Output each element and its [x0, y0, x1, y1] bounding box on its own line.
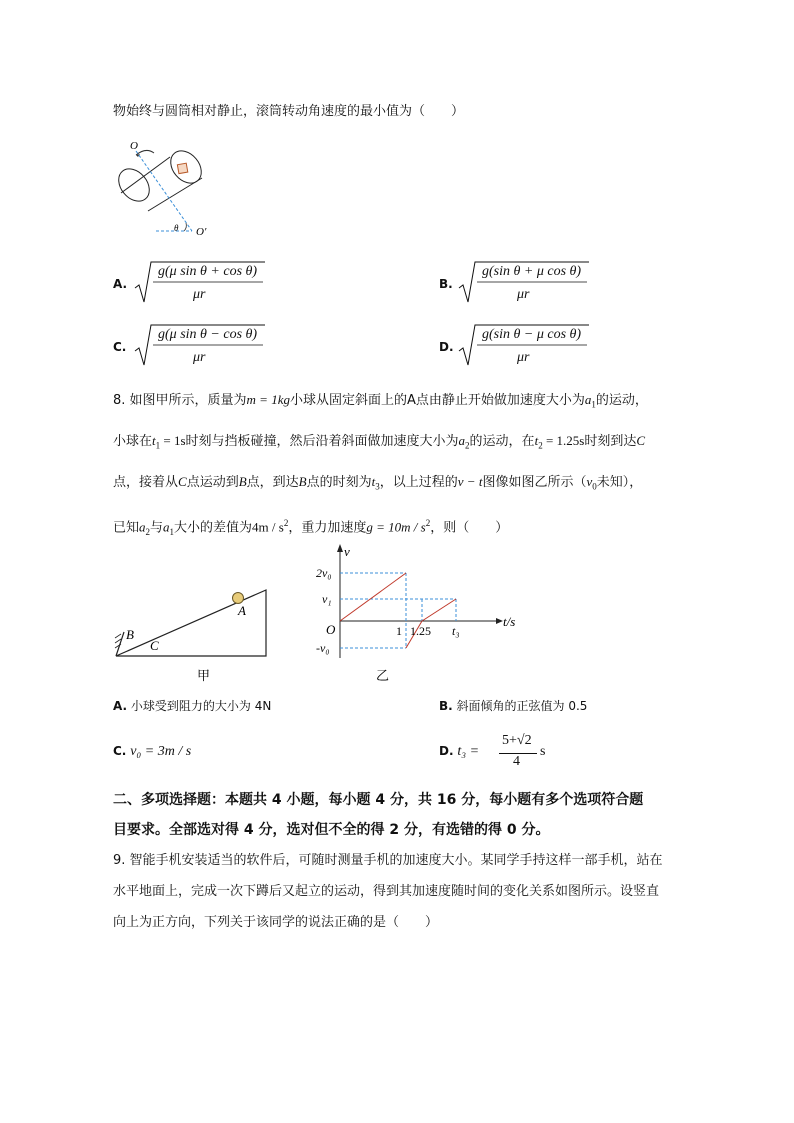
q8-yi-label-2v0: 2v₀ [316, 566, 332, 580]
q7-label-O-bottom: O′ [196, 226, 207, 238]
q8-yi-tick-1: 1 [396, 624, 402, 638]
q7-option-B-label[interactable]: B. [439, 277, 453, 291]
q8-yi-t-axis: t/s [503, 614, 516, 629]
q8-option-B[interactable]: B. 斜面倾角的正弦值为 0.5 [439, 699, 588, 713]
q9-line-1: 9. 智能手机安装适当的软件后，可随时测量手机的加速度大小。某同学手持这样一部手机，站在 [113, 853, 663, 868]
q7-option-A-denominator: μr [193, 287, 206, 302]
q8-jia-label-B: B [126, 627, 134, 642]
q7-option-A-numerator: g(μ sin θ + cos θ) [158, 264, 258, 279]
q8-figure-jia [110, 586, 275, 686]
q8-yi-tick-1-25: 1.25 [410, 624, 431, 638]
q8-ball [233, 593, 244, 604]
q7-option-D-denominator: μr [517, 350, 530, 365]
q7-cylinder-figure [108, 133, 218, 243]
q8-jia-caption: 甲 [197, 668, 211, 683]
q8-line-1: 8. 如图甲所示，质量为m = 1kg小球从固定斜面上的A点由静止开始做加速度大小为$a_1$的运动， [113, 392, 648, 410]
q8-yi-label-v1: v₁ [322, 592, 332, 606]
q8-line-3: 点，接着从C点运动到B点，到达B点的时刻为$t_3$，以上过程的v − t图像如图乙所示（$v_0$未知）， [113, 474, 643, 492]
q8-option-D-unit: s [540, 744, 546, 759]
q7-stem-tail: 物始终与圆筒相对静止，滚筒转动角速度的最小值为（ ） [113, 104, 465, 119]
q8-yi-segment-3 [422, 599, 456, 621]
q8-line-2: 小球在$t_1 = 1s$时刻与挡板碰撞，然后沿着斜面做加速度大小为$a_2$的运动，在$t_2 = 1.25s$时刻到达C [113, 433, 646, 451]
q7-option-D-numerator: g(sin θ − μ cos θ) [482, 327, 582, 342]
q7-option-B-numerator: g(sin θ + μ cos θ) [482, 264, 582, 279]
q8-option-D[interactable]: D. t₃ = [439, 744, 480, 759]
q8-jia-label-C: C [150, 638, 159, 653]
q8-option-D-numerator: 5+√2 [502, 733, 532, 748]
q7-option-C-numerator: g(μ sin θ − cos θ) [158, 327, 258, 342]
q7-option-C-denominator: μr [193, 350, 206, 365]
q7-block [177, 163, 187, 173]
q8-yi-v-axis: v [344, 544, 350, 559]
q8-yi-label-neg-v0: -v₀ [316, 641, 330, 655]
rotation-arrow-icon [136, 150, 154, 155]
q7-label-O-top: O [130, 140, 138, 152]
q8-line-4: 已知$a_2$与$a_1$大小的差值为$4m / s^2$，重力加速度$g = 10m / s^2$，则（ ） [113, 518, 509, 537]
q8-yi-segment-1 [340, 573, 406, 621]
q7-option-B-denominator: μr [517, 287, 530, 302]
q9-line-3: 向上为正方向，下列关于该同学的说法正确的是（ ） [113, 915, 439, 930]
q7-option-A-label[interactable]: A. [113, 277, 128, 291]
q8-option-D-denominator: 4 [513, 754, 520, 769]
q7-label-theta: θ [174, 223, 179, 233]
q8-yi-caption: 乙 [376, 668, 390, 683]
q7-option-C-label[interactable]: C. [113, 340, 127, 354]
q8-option-A[interactable]: A. 小球受到阻力的大小为 4N [113, 699, 272, 713]
q8-yi-origin: O [326, 622, 336, 637]
q8-yi-tick-t3: t₃ [452, 624, 460, 638]
q9-line-2: 水平地面上，完成一次下蹲后又起立的运动，得到其加速度随时间的变化关系如图所示。设竖直 [113, 884, 660, 899]
q7-option-D-label[interactable]: D. [439, 340, 454, 354]
section2-line-1: 二、多项选择题：本题共 4 小题，每小题 4 分，共 16 分，每小题有多个选项符合题 [113, 792, 644, 808]
q8-option-C[interactable]: C. v₀ = 3m / s [113, 744, 192, 759]
q8-jia-label-A: A [238, 603, 246, 618]
q8-figure-yi [306, 540, 526, 690]
section2-line-2: 目要求。全部选对得 4 分，选对但不全的得 2 分，有选错的得 0 分。 [113, 822, 550, 838]
